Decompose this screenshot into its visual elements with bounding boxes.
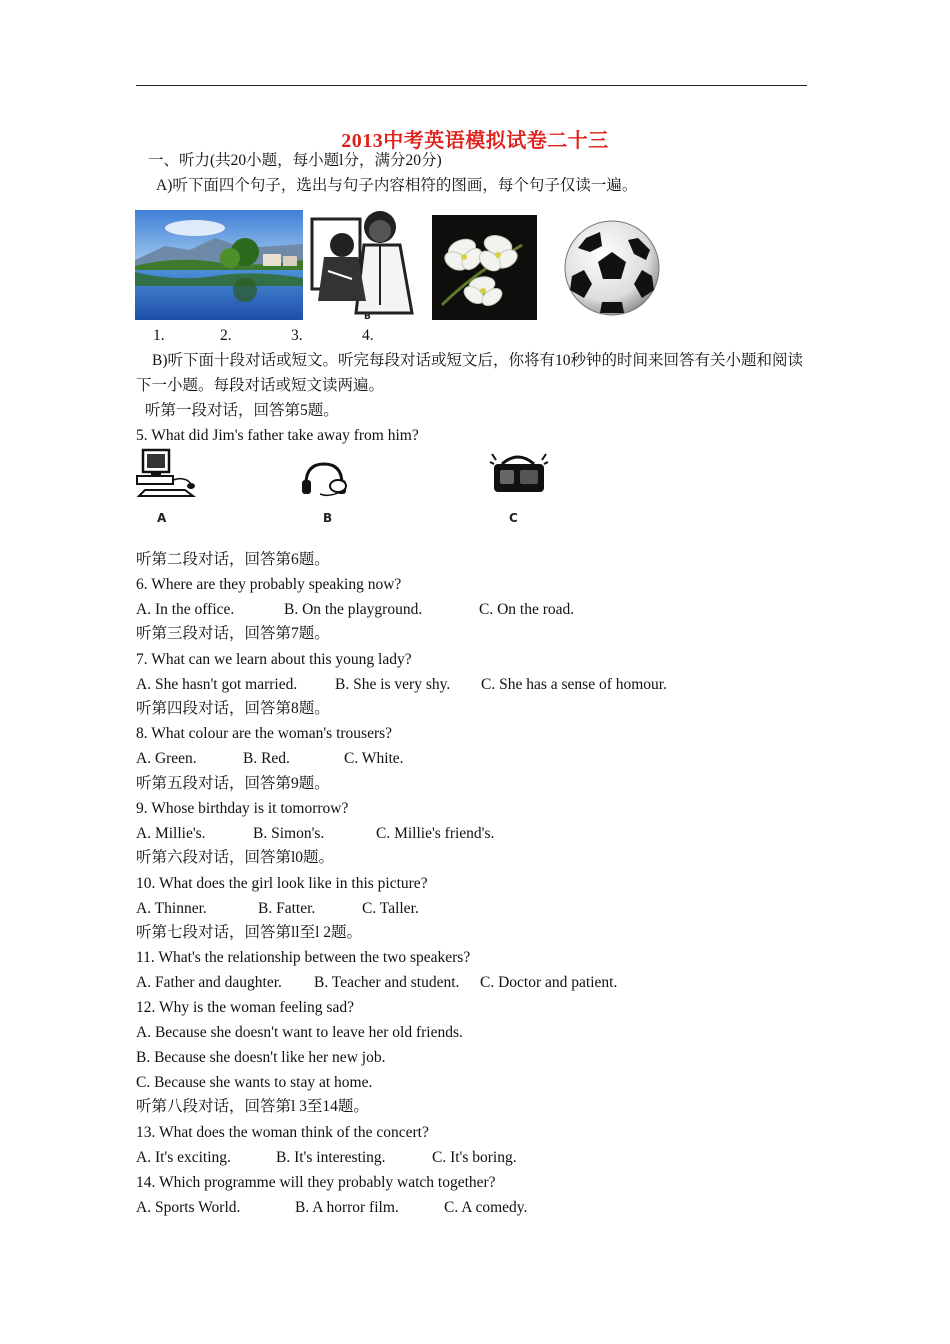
- question-10-options: [136, 899, 419, 919]
- picture-letter-b: B: [364, 312, 371, 320]
- question-8: 8. What colour are the woman's trousers?: [136, 725, 393, 742]
- question-6: 6. Where are they probably speaking now?: [136, 576, 402, 593]
- option-label-c: C: [509, 511, 518, 525]
- option-b: B. A horror film.: [295, 1199, 399, 1216]
- option-c: C. She has a sense of homour.: [481, 676, 667, 693]
- option-b: B. On the playground.: [284, 601, 423, 618]
- question-5: 5. What did Jim's father take away from him?: [136, 427, 419, 444]
- option-b: B. She is very shy.: [335, 676, 451, 693]
- lake-landscape-image: [135, 210, 303, 320]
- option-a: A. In the office.: [136, 601, 235, 618]
- option-label-a: A: [157, 511, 167, 525]
- computer-icon: [135, 446, 197, 500]
- listen-prompt-8: 听第八段对话，回答第l 3至14题。: [136, 1098, 369, 1115]
- people-drawing-image: [308, 205, 426, 320]
- option-label-b: B: [323, 511, 333, 525]
- listen-prompt-6: 听第六段对话，回答第l0题。: [136, 849, 335, 866]
- soccer-ball-image: [562, 218, 662, 318]
- option-c: C. Taller.: [362, 900, 419, 917]
- option-c: C. Doctor and patient.: [480, 974, 618, 991]
- option-a: A. Because she doesn't want to leave her old friends.: [136, 1024, 463, 1041]
- option-c: C. Because she wants to stay at home.: [136, 1074, 373, 1091]
- question-7: 7. What can we learn about this young lady?: [136, 651, 412, 668]
- option-a: A. She hasn't got married.: [136, 676, 298, 693]
- listen-prompt-7: 听第七段对话，回答第ll至l 2题。: [136, 924, 363, 941]
- option-b: B. It's interesting.: [276, 1149, 386, 1166]
- question-13: 13. What does the woman think of the concert?: [136, 1124, 429, 1141]
- listen-prompt-3: 听第三段对话，回答第7题。: [136, 625, 330, 642]
- listen-prompt-1: 听第一段对话，回答第5题。: [145, 402, 339, 419]
- section-heading: 一、听力(共20小题，每小题l分，满分20分): [148, 152, 442, 169]
- question-13-options: [136, 1148, 517, 1168]
- listen-prompt-5: 听第五段对话，回答第9题。: [136, 775, 330, 792]
- option-a: A. Green.: [136, 750, 197, 767]
- option-c: C. Millie's friend's.: [376, 825, 495, 842]
- part-a-instruction: A)听下面四个句子，选出与句子内容相符的图画，每个句子仅读一遍。: [156, 177, 638, 194]
- question-10: 10. What does the girl look like in this picture?: [136, 875, 428, 892]
- question-9: 9. Whose birthday is it tomorrow?: [136, 800, 349, 817]
- picture-number-1: 1.: [153, 327, 165, 344]
- option-b: B. Because she doesn't like her new job.: [136, 1049, 386, 1066]
- listen-prompt-2: 听第二段对话，回答第6题。: [136, 551, 330, 568]
- question-11: 11. What's the relationship between the two speakers?: [136, 949, 471, 966]
- option-a: A. Father and daughter.: [136, 974, 282, 991]
- picture-number-4: 4.: [362, 327, 374, 344]
- top-rule: [136, 85, 807, 86]
- option-a: A. Sports World.: [136, 1199, 241, 1216]
- question-9-options: [136, 824, 494, 844]
- picture-number-2: 2.: [220, 327, 232, 344]
- headphones-icon: [300, 460, 350, 500]
- option-b: B. Fatter.: [258, 900, 316, 917]
- question-11-options: [136, 973, 617, 993]
- option-c: C. On the road.: [479, 601, 575, 618]
- option-b: B. Simon's.: [253, 825, 325, 842]
- question-8-options: [136, 749, 404, 769]
- page-title: 2013中考英语模拟试卷二十三: [341, 130, 609, 152]
- question-6-options: [136, 600, 574, 620]
- option-c: C. It's boring.: [432, 1149, 517, 1166]
- part-b-instruction: B)听下面十段对话或短文。听完每段对话或短文后，你将有10秒钟的时间来回答有关小题和阅读下一小题。每段对话或短文读两遍。: [136, 352, 804, 394]
- question-14-options: [136, 1198, 527, 1218]
- option-a: A. It's exciting.: [136, 1149, 231, 1166]
- question-12: 12. Why is the woman feeling sad?: [136, 999, 354, 1016]
- option-a: A. Thinner.: [136, 900, 207, 917]
- orchid-flowers-image: [432, 215, 537, 320]
- option-b: B. Teacher and student.: [314, 974, 460, 991]
- option-b: B. Red.: [243, 750, 290, 767]
- listen-prompt-4: 听第四段对话，回答第8题。: [136, 700, 330, 717]
- question-14: 14. Which programme will they probably watch together?: [136, 1174, 496, 1191]
- radio-icon: [488, 448, 550, 496]
- question-7-options: [136, 675, 667, 695]
- option-c: C. A comedy.: [444, 1199, 528, 1216]
- option-c: C. White.: [344, 750, 404, 767]
- option-a: A. Millie's.: [136, 825, 206, 842]
- picture-number-3: 3.: [291, 327, 303, 344]
